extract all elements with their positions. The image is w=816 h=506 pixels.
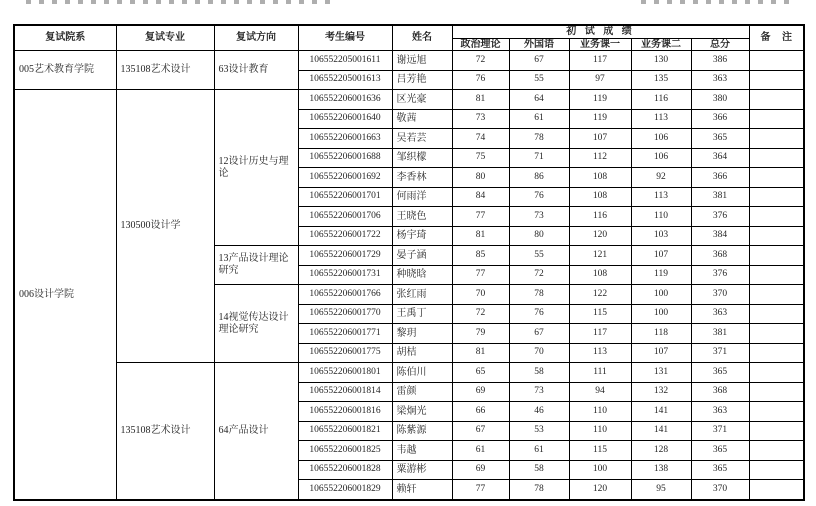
candidate-id-cell: 106552206001731 — [298, 265, 392, 285]
remark-cell — [749, 285, 804, 305]
cropped-page-info-fragment — [641, 0, 789, 4]
candidate-id-cell: 106552205001613 — [298, 70, 392, 90]
total-score-cell: 380 — [691, 90, 749, 110]
business-course-2-score-cell: 116 — [631, 90, 691, 110]
total-score-cell: 365 — [691, 460, 749, 480]
remark-cell — [749, 51, 804, 71]
business-course-1-score-cell: 108 — [569, 265, 631, 285]
business-course-2-score-cell: 119 — [631, 265, 691, 285]
business-course-1-score-cell: 119 — [569, 90, 631, 110]
business-course-2-score-cell: 130 — [631, 51, 691, 71]
student-row — [14, 363, 804, 383]
business-course-2-score-cell: 135 — [631, 70, 691, 90]
business-course-1-score-cell: 122 — [569, 285, 631, 305]
remark-cell — [749, 343, 804, 363]
remark-cell — [749, 226, 804, 246]
total-score-cell: 381 — [691, 324, 749, 344]
total-score-cell: 364 — [691, 148, 749, 168]
major-cell: 130500设计学 — [116, 90, 214, 363]
remark-cell — [749, 402, 804, 422]
candidate-id-cell: 106552206001766 — [298, 285, 392, 305]
politics-score-cell: 77 — [452, 207, 509, 227]
name-cell: 王晓色 — [392, 207, 452, 227]
candidate-id-cell: 106552206001663 — [298, 129, 392, 149]
total-score-cell: 363 — [691, 402, 749, 422]
business-course-1-score-cell: 110 — [569, 421, 631, 441]
remark-cell — [749, 480, 804, 501]
business-course-2-score-cell: 103 — [631, 226, 691, 246]
total-score-cell: 365 — [691, 441, 749, 461]
candidate-id-cell: 106552206001816 — [298, 402, 392, 422]
name-cell: 何雨洋 — [392, 187, 452, 207]
politics-score-cell: 72 — [452, 304, 509, 324]
business-course-2-score-cell: 113 — [631, 187, 691, 207]
business-course-1-score-cell: 112 — [569, 148, 631, 168]
foreign-language-score-cell: 76 — [509, 304, 569, 324]
name-cell: 粟游彬 — [392, 460, 452, 480]
major-cell: 135108艺术设计 — [116, 51, 214, 90]
politics-score-cell: 85 — [452, 246, 509, 266]
business-course-2-score-cell: 106 — [631, 148, 691, 168]
candidate-id-cell: 106552206001821 — [298, 421, 392, 441]
remark-cell — [749, 382, 804, 402]
business-course-1-score-cell: 117 — [569, 324, 631, 344]
name-cell: 吕芳艳 — [392, 70, 452, 90]
total-score-cell: 368 — [691, 246, 749, 266]
total-score-cell: 368 — [691, 382, 749, 402]
total-score-cell: 370 — [691, 480, 749, 501]
total-score-cell: 371 — [691, 421, 749, 441]
business-course-2-score-cell: 107 — [631, 246, 691, 266]
college-cell: 005艺术教育学院 — [14, 51, 116, 90]
header-remark: 备 注 — [749, 25, 804, 51]
remark-cell — [749, 70, 804, 90]
total-score-cell: 363 — [691, 304, 749, 324]
remark-cell — [749, 148, 804, 168]
foreign-language-score-cell: 73 — [509, 382, 569, 402]
direction-cell: 63设计教育 — [214, 51, 298, 90]
business-course-1-score-cell: 115 — [569, 441, 631, 461]
politics-score-cell: 77 — [452, 480, 509, 501]
politics-score-cell: 84 — [452, 187, 509, 207]
politics-score-cell: 70 — [452, 285, 509, 305]
student-row — [14, 90, 804, 110]
business-course-2-score-cell: 106 — [631, 129, 691, 149]
remark-cell — [749, 187, 804, 207]
header-direction: 复试方向 — [214, 25, 298, 51]
business-course-2-score-cell: 92 — [631, 168, 691, 188]
header-row-1 — [14, 25, 804, 38]
candidate-id-cell: 106552206001829 — [298, 480, 392, 501]
foreign-language-score-cell: 78 — [509, 480, 569, 501]
candidate-id-cell: 106552205001611 — [298, 51, 392, 71]
business-course-2-score-cell: 141 — [631, 402, 691, 422]
foreign-language-score-cell: 58 — [509, 460, 569, 480]
business-course-1-score-cell: 113 — [569, 343, 631, 363]
remark-cell — [749, 109, 804, 129]
business-course-2-score-cell: 100 — [631, 285, 691, 305]
candidate-id-cell: 106552206001722 — [298, 226, 392, 246]
name-cell: 韦越 — [392, 441, 452, 461]
foreign-language-score-cell: 61 — [509, 441, 569, 461]
foreign-language-score-cell: 55 — [509, 70, 569, 90]
student-row — [14, 51, 804, 71]
politics-score-cell: 73 — [452, 109, 509, 129]
business-course-1-score-cell: 120 — [569, 226, 631, 246]
header-name: 姓名 — [392, 25, 452, 51]
politics-score-cell: 72 — [452, 51, 509, 71]
candidate-id-cell: 106552206001729 — [298, 246, 392, 266]
total-score-cell: 371 — [691, 343, 749, 363]
candidate-id-cell: 106552206001801 — [298, 363, 392, 383]
major-cell: 135108艺术设计 — [116, 363, 214, 501]
name-cell: 谢远旭 — [392, 51, 452, 71]
foreign-language-score-cell: 80 — [509, 226, 569, 246]
foreign-language-score-cell: 53 — [509, 421, 569, 441]
total-score-cell: 365 — [691, 129, 749, 149]
name-cell: 陈伯川 — [392, 363, 452, 383]
total-score-cell: 376 — [691, 265, 749, 285]
business-course-1-score-cell: 115 — [569, 304, 631, 324]
business-course-2-score-cell: 113 — [631, 109, 691, 129]
total-score-cell: 386 — [691, 51, 749, 71]
total-score-cell: 366 — [691, 168, 749, 188]
politics-score-cell: 81 — [452, 226, 509, 246]
foreign-language-score-cell: 58 — [509, 363, 569, 383]
header-politics: 政治理论 — [452, 38, 509, 51]
name-cell: 区光豪 — [392, 90, 452, 110]
candidate-id-cell: 106552206001688 — [298, 148, 392, 168]
politics-score-cell: 79 — [452, 324, 509, 344]
name-cell: 胡桔 — [392, 343, 452, 363]
business-course-2-score-cell: 118 — [631, 324, 691, 344]
business-course-2-score-cell: 107 — [631, 343, 691, 363]
name-cell: 晏子涵 — [392, 246, 452, 266]
foreign-language-score-cell: 55 — [509, 246, 569, 266]
name-cell: 黎玥 — [392, 324, 452, 344]
business-course-1-score-cell: 94 — [569, 382, 631, 402]
business-course-2-score-cell: 138 — [631, 460, 691, 480]
business-course-1-score-cell: 121 — [569, 246, 631, 266]
remark-cell — [749, 168, 804, 188]
politics-score-cell: 61 — [452, 441, 509, 461]
foreign-language-score-cell: 71 — [509, 148, 569, 168]
candidate-id-cell: 106552206001828 — [298, 460, 392, 480]
remark-cell — [749, 304, 804, 324]
business-course-1-score-cell: 120 — [569, 480, 631, 501]
remark-cell — [749, 207, 804, 227]
header-foreign-language: 外国语 — [509, 38, 569, 51]
foreign-language-score-cell: 73 — [509, 207, 569, 227]
candidate-id-cell: 106552206001814 — [298, 382, 392, 402]
name-cell: 邹织檬 — [392, 148, 452, 168]
remark-cell — [749, 363, 804, 383]
name-cell: 陈紫源 — [392, 421, 452, 441]
total-score-cell: 384 — [691, 226, 749, 246]
politics-score-cell: 65 — [452, 363, 509, 383]
business-course-1-score-cell: 116 — [569, 207, 631, 227]
business-course-1-score-cell: 117 — [569, 51, 631, 71]
name-cell: 吴若芸 — [392, 129, 452, 149]
foreign-language-score-cell: 78 — [509, 129, 569, 149]
remark-cell — [749, 421, 804, 441]
name-cell: 杨宇琦 — [392, 226, 452, 246]
business-course-1-score-cell: 97 — [569, 70, 631, 90]
business-course-2-score-cell: 110 — [631, 207, 691, 227]
total-score-cell: 363 — [691, 70, 749, 90]
politics-score-cell: 69 — [452, 382, 509, 402]
remark-cell — [749, 441, 804, 461]
business-course-1-score-cell: 110 — [569, 402, 631, 422]
foreign-language-score-cell: 78 — [509, 285, 569, 305]
politics-score-cell: 66 — [452, 402, 509, 422]
candidate-id-cell: 106552206001640 — [298, 109, 392, 129]
name-cell: 梁炯光 — [392, 402, 452, 422]
header-total-score: 总分 — [691, 38, 749, 51]
table-header — [14, 25, 804, 51]
business-course-1-score-cell: 107 — [569, 129, 631, 149]
exam-results-table — [13, 24, 805, 501]
business-course-2-score-cell: 100 — [631, 304, 691, 324]
politics-score-cell: 69 — [452, 460, 509, 480]
candidate-id-cell: 106552206001770 — [298, 304, 392, 324]
politics-score-cell: 77 — [452, 265, 509, 285]
cropped-title-text-fragment — [26, 0, 334, 4]
name-cell: 李香林 — [392, 168, 452, 188]
remark-cell — [749, 129, 804, 149]
politics-score-cell: 80 — [452, 168, 509, 188]
politics-score-cell: 76 — [452, 70, 509, 90]
candidate-id-cell: 106552206001636 — [298, 90, 392, 110]
header-business-course-1: 业务课一 — [569, 38, 631, 51]
business-course-1-score-cell: 108 — [569, 168, 631, 188]
name-cell: 种晓晗 — [392, 265, 452, 285]
business-course-2-score-cell: 95 — [631, 480, 691, 501]
total-score-cell: 370 — [691, 285, 749, 305]
business-course-2-score-cell: 132 — [631, 382, 691, 402]
business-course-1-score-cell: 108 — [569, 187, 631, 207]
politics-score-cell: 67 — [452, 421, 509, 441]
name-cell: 张红雨 — [392, 285, 452, 305]
business-course-2-score-cell: 131 — [631, 363, 691, 383]
remark-cell — [749, 246, 804, 266]
foreign-language-score-cell: 67 — [509, 324, 569, 344]
header-business-course-2: 业务课二 — [631, 38, 691, 51]
foreign-language-score-cell: 67 — [509, 51, 569, 71]
business-course-2-score-cell: 128 — [631, 441, 691, 461]
foreign-language-score-cell: 70 — [509, 343, 569, 363]
business-course-1-score-cell: 111 — [569, 363, 631, 383]
foreign-language-score-cell: 76 — [509, 187, 569, 207]
header-candidate-id: 考生编号 — [298, 25, 392, 51]
direction-cell: 13产品设计理论研究 — [214, 246, 298, 285]
total-score-cell: 365 — [691, 363, 749, 383]
politics-score-cell: 75 — [452, 148, 509, 168]
remark-cell — [749, 324, 804, 344]
foreign-language-score-cell: 46 — [509, 402, 569, 422]
remark-cell — [749, 90, 804, 110]
candidate-id-cell: 106552206001771 — [298, 324, 392, 344]
header-major: 复试专业 — [116, 25, 214, 51]
direction-cell: 64产品设计 — [214, 363, 298, 501]
name-cell: 敬茜 — [392, 109, 452, 129]
name-cell: 赖轩 — [392, 480, 452, 501]
total-score-cell: 376 — [691, 207, 749, 227]
direction-cell: 12设计历史与理论 — [214, 90, 298, 246]
college-cell: 006设计学院 — [14, 90, 116, 501]
politics-score-cell: 74 — [452, 129, 509, 149]
name-cell: 王禹丁 — [392, 304, 452, 324]
header-initial-exam-scores: 初 试 成 绩 — [452, 25, 749, 38]
name-cell: 雷颜 — [392, 382, 452, 402]
foreign-language-score-cell: 86 — [509, 168, 569, 188]
candidate-id-cell: 106552206001701 — [298, 187, 392, 207]
candidate-id-cell: 106552206001825 — [298, 441, 392, 461]
total-score-cell: 366 — [691, 109, 749, 129]
results-table-body — [14, 51, 804, 501]
remark-cell — [749, 265, 804, 285]
business-course-2-score-cell: 141 — [631, 421, 691, 441]
remark-cell — [749, 460, 804, 480]
politics-score-cell: 81 — [452, 90, 509, 110]
candidate-id-cell: 106552206001692 — [298, 168, 392, 188]
direction-cell: 14视觉传达设计理论研究 — [214, 285, 298, 363]
foreign-language-score-cell: 61 — [509, 109, 569, 129]
politics-score-cell: 81 — [452, 343, 509, 363]
foreign-language-score-cell: 64 — [509, 90, 569, 110]
header-college: 复试院系 — [14, 25, 116, 51]
business-course-1-score-cell: 100 — [569, 460, 631, 480]
business-course-1-score-cell: 119 — [569, 109, 631, 129]
candidate-id-cell: 106552206001706 — [298, 207, 392, 227]
foreign-language-score-cell: 72 — [509, 265, 569, 285]
candidate-id-cell: 106552206001775 — [298, 343, 392, 363]
total-score-cell: 381 — [691, 187, 749, 207]
